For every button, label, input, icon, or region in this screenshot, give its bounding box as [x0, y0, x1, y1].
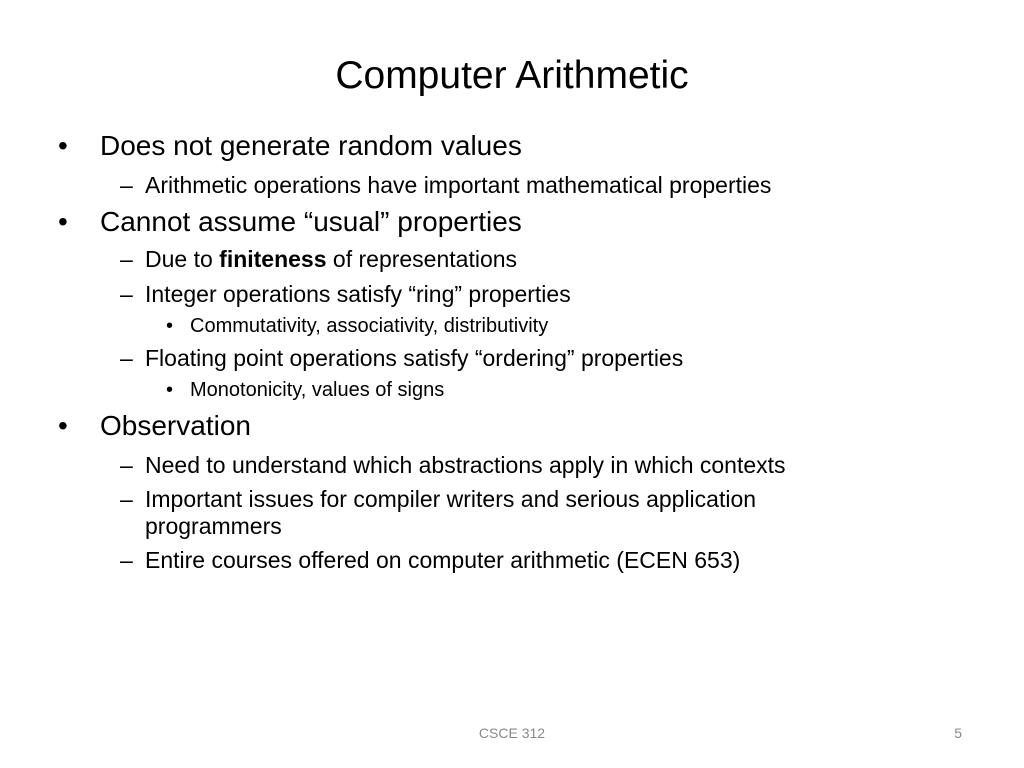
bullet-text: Observation: [100, 410, 251, 441]
sub-bullet-marker: –: [120, 547, 133, 573]
sub-bullet-suffix: of representations: [326, 246, 518, 272]
sub-bullet-marker: –: [120, 452, 133, 478]
sub-bullet-text: Integer operations satisfy “ring” properties: [145, 281, 571, 307]
sub-bullet-text: Important issues for compiler writers and serious application: [145, 486, 757, 512]
sub-bullet-bold: finiteness: [219, 246, 327, 272]
sub-bullet-text-continuation: programmers: [145, 513, 282, 539]
bullet-text: Does not generate random values: [100, 130, 522, 161]
sub-bullet-text: Entire courses offered on computer arithmetic (ECEN 653): [145, 547, 741, 573]
sub-bullet-text: Floating point operations satisfy “ordering” properties: [145, 345, 684, 371]
sub-bullet-marker: –: [120, 246, 133, 272]
bullet-marker: •: [58, 410, 68, 441]
sub-bullet-prefix: Due to: [145, 246, 220, 272]
bullet-marker: •: [58, 206, 68, 237]
sub-bullet-text: Arithmetic operations have important mathematical properties: [145, 172, 772, 198]
bullet-text: Cannot assume “usual” properties: [100, 206, 522, 237]
sub-bullet-marker: –: [120, 281, 133, 307]
sub-bullet-text: [145, 245, 517, 273]
sub-bullet-marker: –: [120, 172, 133, 198]
sub-bullet-text: Need to understand which abstractions apply in which contexts: [145, 452, 786, 478]
sub-bullet-marker: –: [120, 486, 133, 512]
bullet-marker: •: [58, 130, 68, 161]
footer-page-number: 5: [954, 725, 962, 741]
footer-course: CSCE 312: [478, 725, 546, 741]
sub-sub-bullet-text: Commutativity, associativity, distributivity: [190, 315, 549, 337]
sub-bullet-marker: –: [120, 345, 133, 371]
sub-sub-bullet-text: Monotonicity, values of signs: [190, 379, 445, 401]
sub-sub-bullet-marker: •: [166, 379, 174, 401]
slide-title: Computer Arithmetic: [335, 54, 689, 97]
sub-sub-bullet-marker: •: [166, 315, 174, 337]
